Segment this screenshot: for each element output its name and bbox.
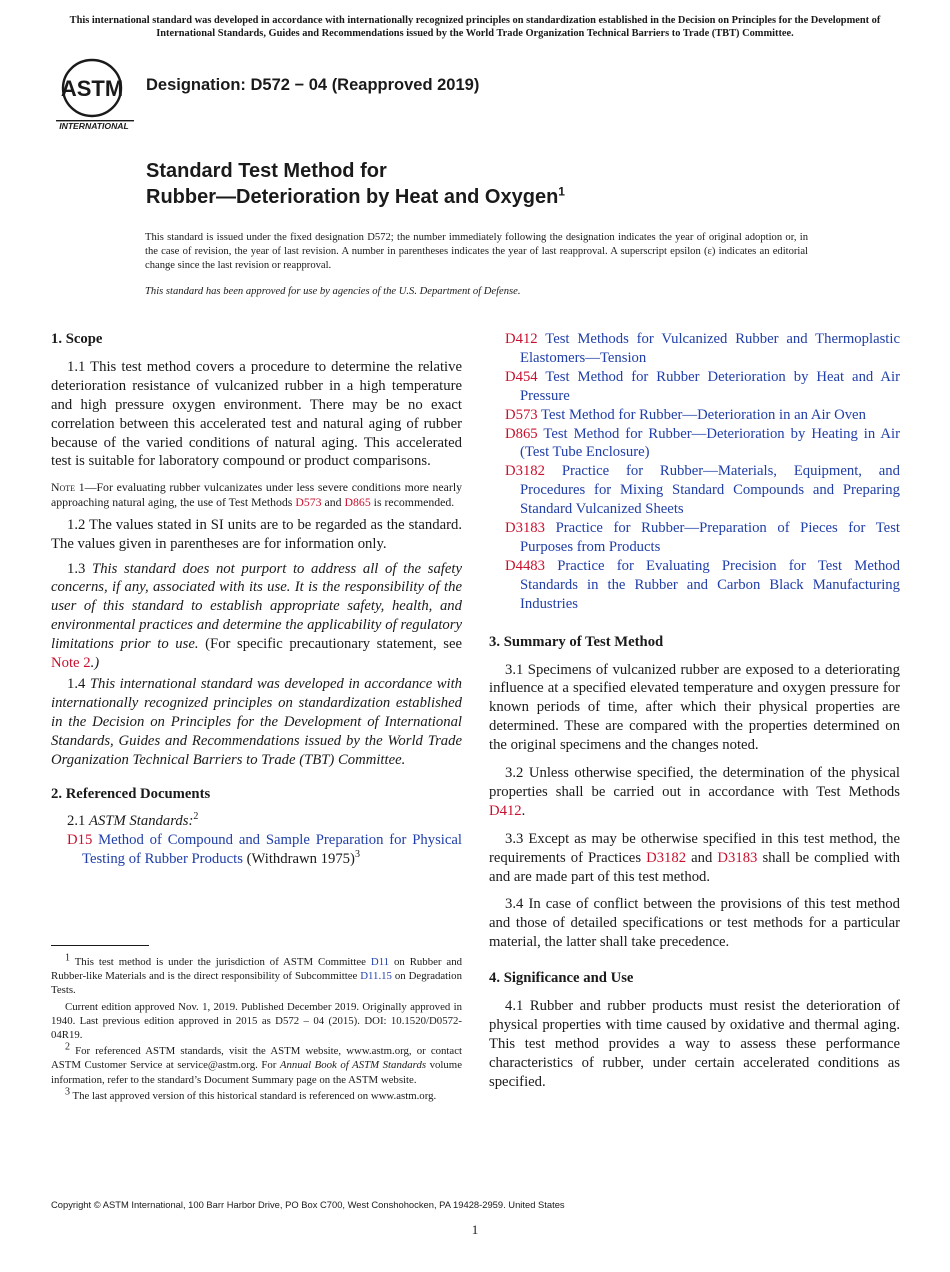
footnote-2-italic: Annual Book of ASTM Standards <box>279 1059 427 1072</box>
link-d15[interactable]: D15 <box>67 832 93 849</box>
footnote-2-b: volume information, refer to the standard’s Document Summary page on the ASTM website. <box>51 1059 462 1086</box>
title-line-2 <box>146 184 565 210</box>
footnotes <box>51 952 462 1105</box>
paragraph-3-2-end: . <box>521 802 526 819</box>
copyright: Copyright © ASTM International, 100 Barr Harbor Drive, PO Box C700, West Conshohocken, PA 19428-2959. United States <box>51 1199 565 1210</box>
dod-note: This standard has been approved for use by agencies of the U.S. Department of Defense. <box>145 286 521 297</box>
section-significance-heading: 4. Significance and Use <box>489 970 634 987</box>
reference-list <box>489 330 900 614</box>
paragraph-1-3-italic: This standard does not purport to address all of the safety concerns, if any, associated with its use. It is the responsibility of the user of this standard to establish appropriate safety, health, and environmental practices and determine the applicability of regulatory limitations prior to use. <box>51 560 463 653</box>
link-note-2[interactable]: Note 2 <box>51 655 91 672</box>
note-1-label: Note 1 <box>51 480 85 495</box>
reference-item <box>489 406 900 425</box>
reference-d15 <box>51 831 462 869</box>
designation: Designation: D572 − 04 (Reapproved 2019) <box>146 76 480 94</box>
logo-text: ASTM <box>60 76 124 101</box>
link-ref-code[interactable]: D865 <box>505 425 538 442</box>
link-ref-code[interactable]: D3183 <box>505 520 545 537</box>
note-1-and: and <box>321 495 345 510</box>
footnote-marker-2[interactable]: 2 <box>193 811 199 823</box>
paragraph-1-2: 1.2 The values stated in SI units are to be regarded as the standard. The values given in parentheses are for information only. <box>51 516 462 552</box>
reference-title[interactable]: Practice for Evaluating Precision for Test Method Standards in the Rubber and Carbon Black Manufacturing Industries <box>520 557 900 612</box>
link-d865[interactable]: D865 <box>344 495 371 510</box>
footnote-2-a: For referenced ASTM standards, visit the ASTM website, www.astm.org, or contact ASTM Customer Service at service@astm.org. For <box>51 1045 462 1072</box>
footnote-1-c: on Degradation Tests. <box>51 970 462 997</box>
reference-d15-tail: (Withdrawn 1975) <box>242 851 355 868</box>
note-1 <box>51 480 462 509</box>
reference-title[interactable]: Test Method for Rubber—Deterioration in an Air Oven <box>537 406 866 423</box>
link-d573[interactable]: D573 <box>295 495 322 510</box>
paragraph-1-4 <box>51 675 462 770</box>
paragraph-4-1: 4.1 Rubber and rubber products must resist the deterioration of physical properties with time caused by oxidative and thermal aging. This test method provides a way to assess these performance characteristics of rubber, under certain accelerated conditions as specified. <box>489 998 900 1090</box>
paragraph-3-3-end: shall be complied with and are made part of this test method. <box>489 849 900 885</box>
paragraph-3-3-text: 3.3 Except as may be otherwise specified in this test method, the requirements of Practices <box>489 830 900 866</box>
footnote-1 <box>51 952 462 998</box>
footnote-1-b: on Rubber and Rubber-like Materials and is the direct responsibility of Subcommittee <box>51 956 462 983</box>
paragraph-1-3-tail: (For specific precautionary statement, see <box>198 636 462 653</box>
paragraph-1-4-italic: This international standard was developed in accordance with internationally recognized principles on standardization established in the Decision on Principles for the Development of International Standards, Guides and Recommendations issued by the World Trade Organization Technical Barriers to Trade (TBT) Committee. <box>51 676 462 768</box>
astm-logo <box>52 58 136 132</box>
page-number: 1 <box>471 1222 479 1237</box>
reference-title[interactable]: Practice for Rubber—Materials, Equipment, and Procedures for Mixing Standard Compounds and Preparing Standard Vulcanized Sheets <box>520 463 900 518</box>
paragraph-3-4: 3.4 In case of conflict between the provisions of this test method and those of detailed specifications or test methods for a particular material, the latter shall take precedence. <box>489 896 900 951</box>
footnote-3-text: The last approved version of this historical standard is referenced on www.astm.org. <box>70 1089 437 1102</box>
paragraph-1-3-close: .) <box>90 655 100 672</box>
paragraph-3-2 <box>489 764 900 821</box>
right-column <box>489 330 900 1101</box>
footnote-3-marker: 3 <box>65 1086 70 1098</box>
footnote-rule <box>51 945 149 946</box>
link-ref-code[interactable]: D573 <box>505 406 538 423</box>
section-scope-heading: 1. Scope <box>51 331 103 347</box>
footnote-2-marker: 2 <box>65 1041 70 1053</box>
paragraph-2-1-num: 2.1 <box>67 813 90 830</box>
footnote-1-a: This test method is under the jurisdiction of ASTM Committee <box>70 956 371 968</box>
link-ref-code[interactable]: D4483 <box>505 557 545 574</box>
footnote-2 <box>51 1041 462 1087</box>
reference-title[interactable]: Test Methods for Vulcanized Rubber and Thermoplastic Elastomers—Tension <box>520 331 900 366</box>
paragraph-3-2-text: 3.2 Unless otherwise specified, the determination of the physical properties shall be carried out in accordance with Test Methods <box>489 765 900 800</box>
issue-note: This standard is issued under the fixed designation D572; the number immediately following the designation indicates the year of original adoption or, in the case of revision, the year of last revision. A number in parentheses indicates the year of last reapproval. A superscript epsilon (ε) indicates an editorial change since the last revision or reapproval. <box>145 232 808 272</box>
top-notice: This international standard was developed in accordance with internationally recognized principles on standardization established in the Decision on Principles for the Development of International Standards, Guides and Recommendations issued by the World Trade Organization Technical Barriers to Trade (TBT) Committee. <box>69 15 881 39</box>
paragraph-1-3-num: 1.3 <box>67 560 93 577</box>
footnote-3 <box>51 1086 462 1103</box>
reference-item <box>489 519 900 557</box>
link-d3182[interactable]: D3182 <box>646 849 687 866</box>
footnote-marker-3[interactable]: 3 <box>354 849 360 861</box>
astm-logo-icon <box>52 58 136 132</box>
reference-item <box>489 462 900 519</box>
paragraph-1-3 <box>51 560 462 673</box>
link-d11[interactable]: D11 <box>370 956 390 968</box>
section-referenced-heading: 2. Referenced Documents <box>51 785 211 802</box>
title-line-1: Standard Test Method for <box>146 160 387 182</box>
reference-title[interactable]: Practice for Rubber—Preparation of Pieces for Test Purposes from Products <box>520 520 900 555</box>
left-column <box>51 330 462 869</box>
reference-item <box>489 425 900 463</box>
link-d412[interactable]: D412 <box>489 802 522 819</box>
paragraph-1-4-num: 1.4 <box>67 676 90 692</box>
paragraph-3-1: 3.1 Specimens of vulcanized rubber are exposed to a deteriorating influence at a specified elevated temperature and oxygen pressure for known periods of time, after which their physical properties are determined. These are compared with the properties determined on the original specimens and the changes noted. <box>489 661 900 754</box>
link-ref-code[interactable]: D412 <box>505 331 538 347</box>
note-1-text: —For evaluating rubber vulcanizates under less severe conditions more nearly approaching natural aging, the use of Test Methods <box>51 480 463 510</box>
paragraph-2-1 <box>51 812 462 831</box>
reference-title[interactable]: Test Method for Rubber Deterioration by Heat and Air Pressure <box>520 368 900 404</box>
link-ref-code[interactable]: D3182 <box>505 463 545 480</box>
link-d11-15[interactable]: D11.15 <box>360 970 392 983</box>
footnote-1-marker: 1 <box>65 952 70 964</box>
paragraph-3-3 <box>489 830 900 887</box>
reference-item <box>489 368 900 406</box>
footnote-1-edition: Current edition approved Nov. 1, 2019. Published December 2019. Originally approved in 1940. Last previous edition approved in 2015 as D572 – 04 (2015). DOI: 10.1520/D0572-04R19. <box>51 1000 462 1042</box>
reference-item <box>489 330 900 368</box>
note-1-end: is recommended. <box>370 495 455 510</box>
reference-title[interactable]: Test Method for Rubber—Deterioration by Heating in Air (Test Tube Enclosure) <box>520 425 900 461</box>
reference-d15-title[interactable]: Method of Compound and Sample Preparation for Physical Testing of Rubber Products <box>82 832 462 868</box>
document-title <box>146 158 565 210</box>
paragraph-2-1-italic: ASTM Standards: <box>89 813 194 830</box>
reference-item <box>489 557 900 614</box>
section-summary-heading: 3. Summary of Test Method <box>489 633 664 650</box>
paragraph-3-3-and: and <box>686 849 718 866</box>
paragraph-1-1: 1.1 This test method covers a procedure to determine the relative deterioration resistance of vulcanized rubber in a high temperature and high pressure oxygen environment. There may be no exact correlation between this accelerated test and natural aging of rubber because of the varied conditions of natural aging. This accelerated test is suitable for laboratory compound or product comparisons. <box>51 358 462 470</box>
link-ref-code[interactable]: D454 <box>505 368 538 385</box>
title-footnote-marker[interactable]: 1 <box>558 184 565 199</box>
logo-subtext: INTERNATIONAL <box>59 121 129 131</box>
link-d3183[interactable]: D3183 <box>717 849 758 866</box>
title-line-2-text: Rubber—Deterioration by Heat and Oxygen <box>146 186 559 208</box>
